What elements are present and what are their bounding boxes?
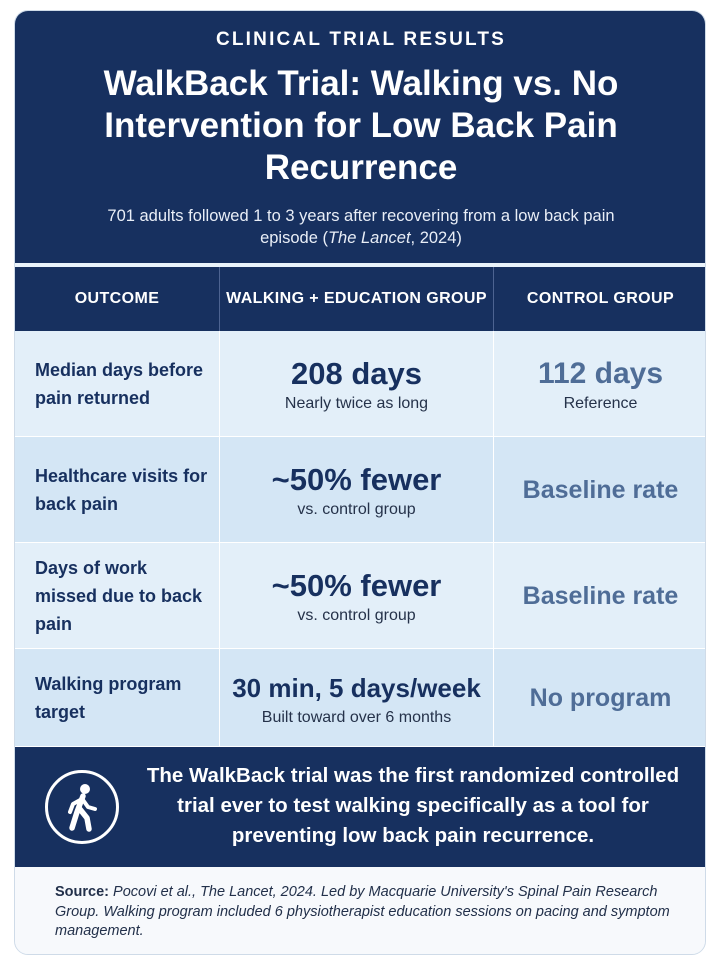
control-cell xyxy=(493,649,706,746)
table-row xyxy=(15,649,706,747)
column-header-walking: WALKING + EDUCATION GROUP xyxy=(219,267,493,331)
control-cell xyxy=(493,331,706,436)
outcome-label: Median days before pain returned xyxy=(35,359,204,408)
header-kicker: CLINICAL TRIAL RESULTS xyxy=(215,29,507,50)
subtitle-journal: The Lancet xyxy=(327,229,411,247)
source-text: Pocovi et al., The Lancet, 2024. Led by Macquarie University's Spinal Pain Research Group. Walking program included 6 physiotherapist education sessions on pacing and symptom management. xyxy=(55,884,670,939)
source-footer xyxy=(15,867,706,955)
subtitle-year: , 2024) xyxy=(410,229,462,247)
key-finding-callout xyxy=(15,747,706,867)
table-row xyxy=(15,437,706,543)
subtitle-text: 701 adults followed 1 to 3 years after recovering from a low back pain episode ( xyxy=(107,207,615,247)
walking-value: 30 min, 5 days/week xyxy=(232,672,481,703)
control-value: 112 days xyxy=(537,356,664,390)
walking-cell xyxy=(219,649,493,746)
walking-note: Built toward over 6 months xyxy=(261,708,452,726)
callout-text: The WalkBack trial was the first randomized controlled trial ever to test walking specifically as a tool for preventing low back pain recurrence. xyxy=(146,764,680,847)
page-title: WalkBack Trial: Walking vs. No Intervention for Low Back Pain Recurrence xyxy=(103,64,619,187)
walking-value: 208 days xyxy=(291,355,422,391)
page-subtitle xyxy=(95,205,627,249)
table-row xyxy=(15,331,706,437)
outcome-label: Healthcare visits for back pain xyxy=(35,465,208,514)
column-header-control: CONTROL GROUP xyxy=(493,267,706,331)
source-label: Source: xyxy=(55,884,109,900)
table-row xyxy=(15,543,706,649)
control-cell xyxy=(493,543,706,648)
column-header-outcome: OUTCOME xyxy=(74,290,160,307)
walking-value: ~50% fewer xyxy=(271,461,442,497)
control-value: Baseline rate xyxy=(522,475,679,504)
walking-cell xyxy=(219,543,493,648)
control-value: No program xyxy=(529,683,672,712)
outcome-label: Days of work missed due to back pain xyxy=(35,557,203,634)
outcome-label: Walking program target xyxy=(35,673,182,722)
walking-note: vs. control group xyxy=(297,500,416,518)
infographic-card xyxy=(14,10,706,955)
walking-cell xyxy=(219,331,493,436)
walking-value: ~50% fewer xyxy=(271,567,442,603)
control-cell xyxy=(493,437,706,542)
walking-note: Nearly twice as long xyxy=(284,394,429,412)
header-banner xyxy=(15,11,706,263)
table-header xyxy=(15,267,706,331)
control-note: Reference xyxy=(563,394,638,412)
walking-cell xyxy=(219,437,493,542)
control-value: Baseline rate xyxy=(522,581,679,610)
walking-note: vs. control group xyxy=(297,606,416,624)
walking-person-icon xyxy=(45,770,119,844)
